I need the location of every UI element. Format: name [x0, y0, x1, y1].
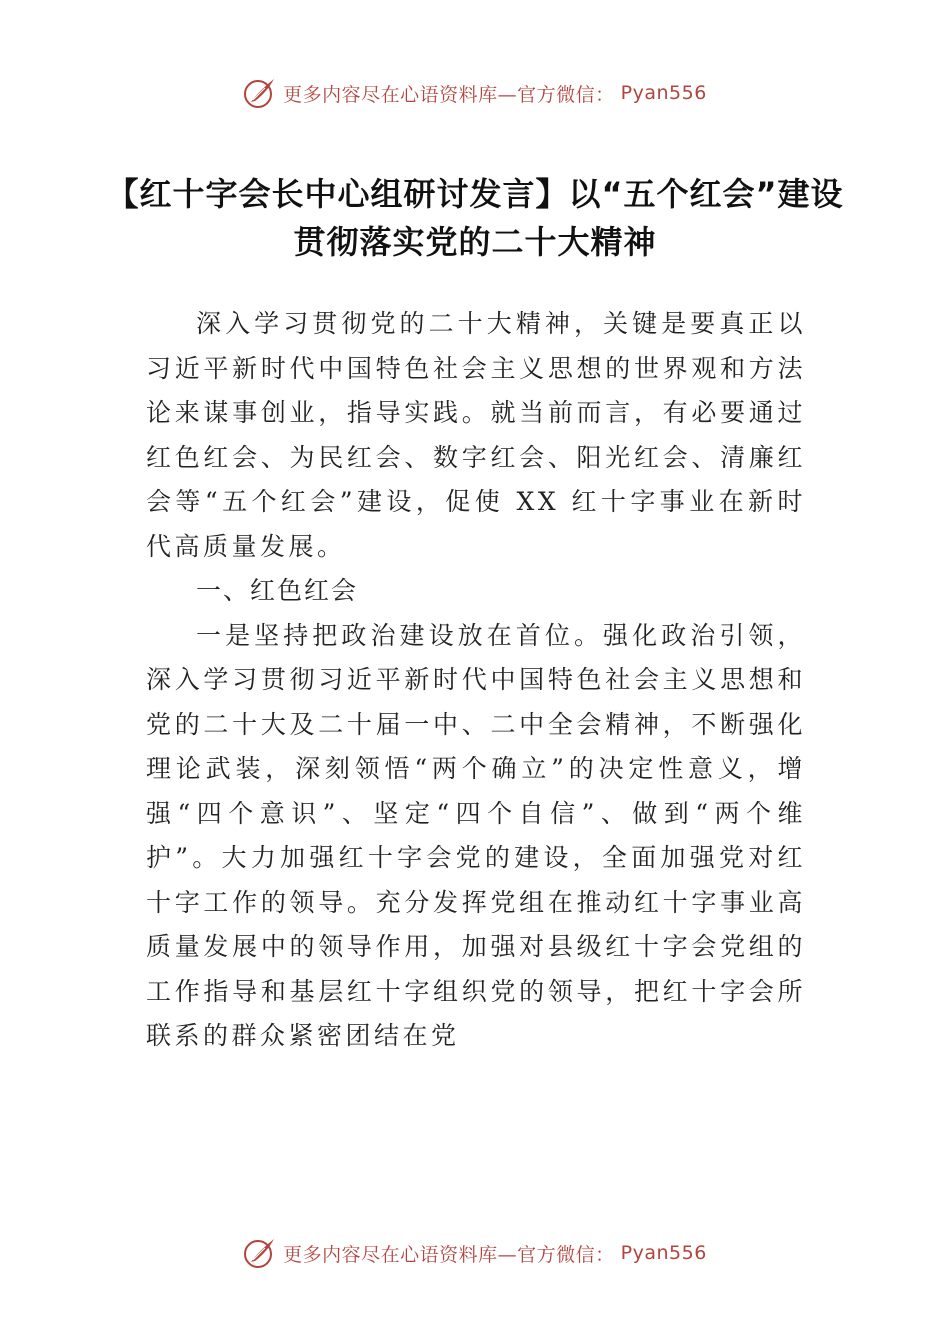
intro-paragraph: 深入学习贯彻党的二十大精神，关键是要真正以习近平新时代中国特色社会主义思想的世界观和方法论来谋事创业，指导实践。就当前而言，有必要通过红色红会、为民红会、数字红会、阳光红会、清廉红会等“五个红会”建设，促使 XX 红十字事业在新时代高质量发展。	[146, 309, 806, 561]
document-title: 【红十字会长中心组研讨发言】以“五个红会”建设贯彻落实党的二十大精神	[106, 175, 844, 261]
footer-watermark	[0, 1236, 950, 1270]
watermark-text: 更多内容尽在心语资料库—官方微信：	[283, 83, 615, 106]
watermark-wechat-id: Pyan556	[620, 1242, 707, 1264]
body-paragraph: 一是坚持把政治建设放在首位。强化政治引领，深入学习贯彻习近平新时代中国特色社会主义思想和党的二十大及二十届一中、二中全会精神，不断强化理论武装，深刻领悟“两个确立”的决定性意义，增强“四个意识”、坚定“四个自信”、做到“两个维护”。大力加强红十字会党的建设，全面加强党对红十字工作的领导。充分发挥党组在推动红十字事业高质量发展中的领导作用，加强对县级红十字会党组的工作指导和基层红十字组织党的领导，把红十字会所联系的群众紧密团结在党	[146, 620, 806, 1050]
pen-feather-logo-icon	[243, 1236, 277, 1270]
header-watermark	[0, 76, 950, 110]
watermark-text: 更多内容尽在心语资料库—官方微信：	[283, 1243, 615, 1266]
section-heading: 一、红色红会	[196, 576, 359, 605]
document-body	[146, 302, 806, 1059]
watermark-wechat-id: Pyan556	[620, 82, 707, 104]
pen-feather-logo-icon	[243, 76, 277, 110]
